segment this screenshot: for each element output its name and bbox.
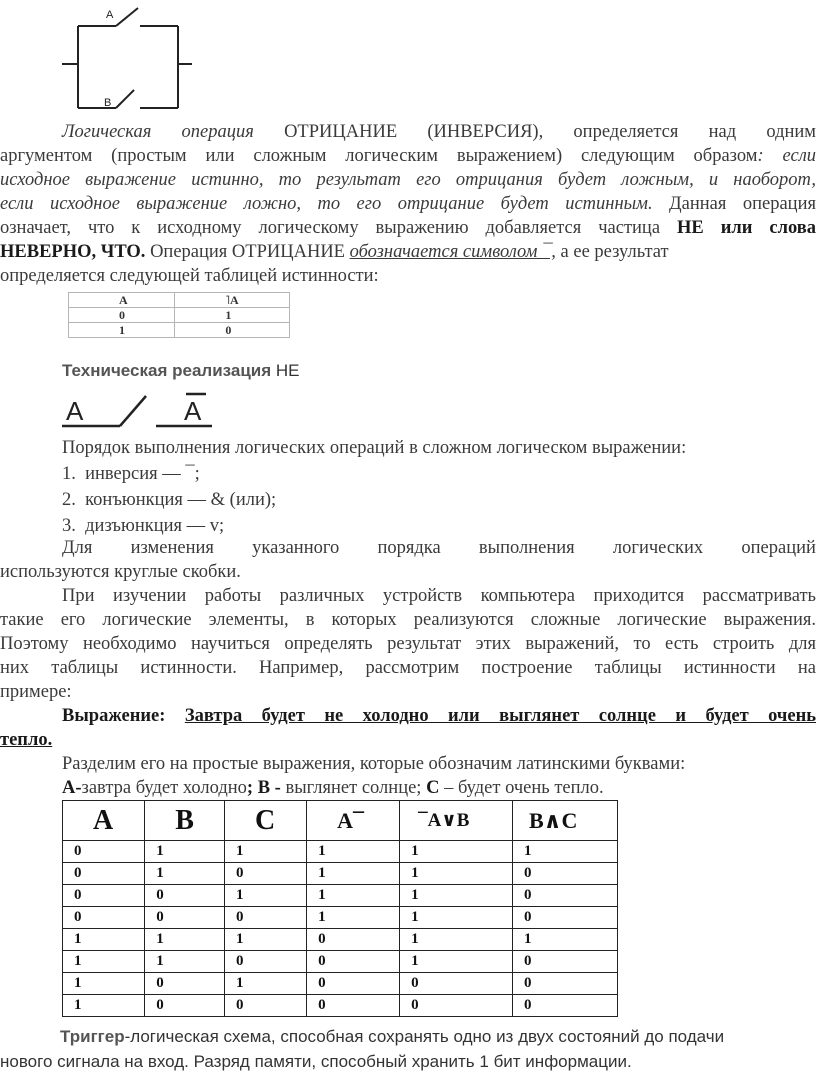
order-intro: Порядок выполнения логических операций в сложном логическом выражении: [62, 438, 687, 458]
header-cell: B [145, 801, 225, 841]
table-cell: 1 [400, 863, 513, 885]
table-cell: 1 [145, 951, 225, 973]
table-row [63, 973, 618, 995]
header-cell: А [69, 293, 175, 308]
order-item-2: 2. конъюнкция — & (или); [62, 490, 277, 510]
para1-line1: Логическая операция ОТРИЦАНИЕ (ИНВЕРСИЯ), определяется над одним [62, 122, 816, 142]
table-cell: 1 [224, 973, 306, 995]
not-switch-diagram [60, 388, 230, 430]
split-line1: Разделим его на простые выражения, которые обозначим латинскими буквами: [62, 754, 686, 774]
table-row [69, 293, 290, 308]
table-cell: 0 [63, 841, 145, 863]
table-cell: 0 [512, 885, 617, 907]
table-cell: 0 [224, 907, 306, 929]
table-cell: 1 [63, 951, 145, 973]
table-cell: 1 [145, 863, 225, 885]
table-cell: 0 [307, 995, 400, 1017]
table-row [63, 929, 618, 951]
or-circuit-diagram [58, 4, 198, 116]
trigger-line2: нового сигнала на вход. Разряд памяти, способный хранить 1 бит информации. [0, 1052, 632, 1071]
table-header-row [63, 801, 618, 841]
para1-line2: аргументом (простым или сложным логическим выражением) следующим образом: если [0, 146, 816, 166]
table-cell: 0 [400, 995, 513, 1017]
para3-line4: них таблицы истинности. Например, рассмотрим построение таблицы истинности на [0, 658, 816, 678]
table-cell: 0 [512, 951, 617, 973]
table-cell: 0 [145, 885, 225, 907]
para3-line3: Поэтому необходимо научиться определять результат этих выражений, то есть строить для [0, 634, 816, 654]
para1-line5: означает, что к исходному логическому выражению добавляется частица НЕ или слова [0, 218, 816, 238]
para2-line1: Для изменения указанного порядка выполнения логических операций [62, 538, 816, 558]
table-cell: 0 [224, 863, 306, 885]
header-cell: ¯A∨B [400, 801, 513, 841]
table-cell: 0 [307, 929, 400, 951]
table-cell: 0 [63, 907, 145, 929]
para1-line3: исходное выражение истинно, то результат его отрицания будет ложным, и наоборот, [0, 170, 816, 190]
table-cell: 1 [175, 308, 290, 323]
table-cell: 1 [400, 841, 513, 863]
expression-line1: Выражение: Завтра будет не холодно или выглянет солнце и будет очень [62, 706, 816, 726]
table-row [69, 308, 290, 323]
table-cell: 1 [63, 995, 145, 1017]
output-not-a-label: A [184, 396, 202, 426]
table-cell: 0 [512, 973, 617, 995]
para3-line5: примере: [0, 682, 72, 702]
expression-line2: тепло. [0, 730, 53, 750]
table-row [63, 885, 618, 907]
input-a-label: A [66, 396, 84, 426]
table-cell: 0 [224, 951, 306, 973]
table-cell: 0 [63, 885, 145, 907]
table-cell: 1 [224, 885, 306, 907]
para1-line4: если исходное выражение ложно, то его отрицание будет истинным. Данная операция [0, 194, 816, 214]
table-cell: 1 [307, 885, 400, 907]
table-cell: 1 [400, 951, 513, 973]
para1-line7: определяется следующей таблицей истинности: [0, 266, 379, 286]
table-cell: 0 [512, 863, 617, 885]
header-cell: A¯ [307, 801, 400, 841]
table-row [63, 841, 618, 863]
table-row [69, 323, 290, 338]
table-cell: 0 [512, 995, 617, 1017]
table-row [63, 951, 618, 973]
table-cell: 1 [307, 841, 400, 863]
table-cell: 1 [69, 323, 175, 338]
header-cell: C [224, 801, 306, 841]
table-cell: 0 [512, 907, 617, 929]
order-item-3: 3. дизъюнкция — v; [62, 516, 225, 536]
table-cell: 1 [145, 929, 225, 951]
table-cell: 1 [307, 863, 400, 885]
table-cell: 1 [224, 841, 306, 863]
header-cell: B∧C [512, 801, 617, 841]
table-cell: 1 [400, 929, 513, 951]
main-truth-table [62, 800, 618, 1017]
para1-line6: НЕВЕРНО, ЧТО. Операция ОТРИЦАНИЕ обозначается символом ¯, а ее результат [0, 242, 669, 262]
table-cell: 1 [224, 929, 306, 951]
table-cell: 0 [145, 995, 225, 1017]
table-cell: 1 [307, 907, 400, 929]
table-cell: 0 [145, 907, 225, 929]
split-line2: А-завтра будет холодно; В - выглянет солнце; С – будет очень тепло. [62, 778, 604, 798]
para2-line2: используются круглые скобки. [0, 562, 241, 582]
table-cell: 0 [175, 323, 290, 338]
table-cell: 0 [145, 973, 225, 995]
table-cell: 1 [63, 929, 145, 951]
table-row [63, 863, 618, 885]
table-cell: 0 [307, 951, 400, 973]
switch-a-label: A [106, 9, 114, 21]
table-cell: 1 [400, 907, 513, 929]
table-row [63, 995, 618, 1017]
table-cell: 0 [69, 308, 175, 323]
table-cell: 0 [63, 863, 145, 885]
para3-line1: При изучении работы различных устройств компьютера приходится рассматривать [62, 586, 816, 606]
table-cell: 0 [307, 973, 400, 995]
header-cell: A [63, 801, 145, 841]
tech-implementation-label: Техническая реализация НЕ [62, 361, 300, 380]
table-cell: 1 [145, 841, 225, 863]
header-cell: ˥А [175, 293, 290, 308]
table-cell: 1 [512, 929, 617, 951]
trigger-line1: Триггер-логическая схема, способная сохранять одно из двух состояний до подачи [60, 1027, 725, 1046]
table-row [63, 907, 618, 929]
table-cell: 0 [224, 995, 306, 1017]
para3-line2: такие его логические элементы, в которых реализуются сложные логические выражения. [0, 610, 816, 630]
table-cell: 1 [400, 885, 513, 907]
switch-b-label: B [104, 97, 112, 109]
table-cell: 0 [400, 973, 513, 995]
order-item-1: 1. инверсия — ¯; [62, 464, 200, 484]
table-cell: 1 [512, 841, 617, 863]
table-cell: 1 [63, 973, 145, 995]
not-truth-table [68, 292, 290, 338]
